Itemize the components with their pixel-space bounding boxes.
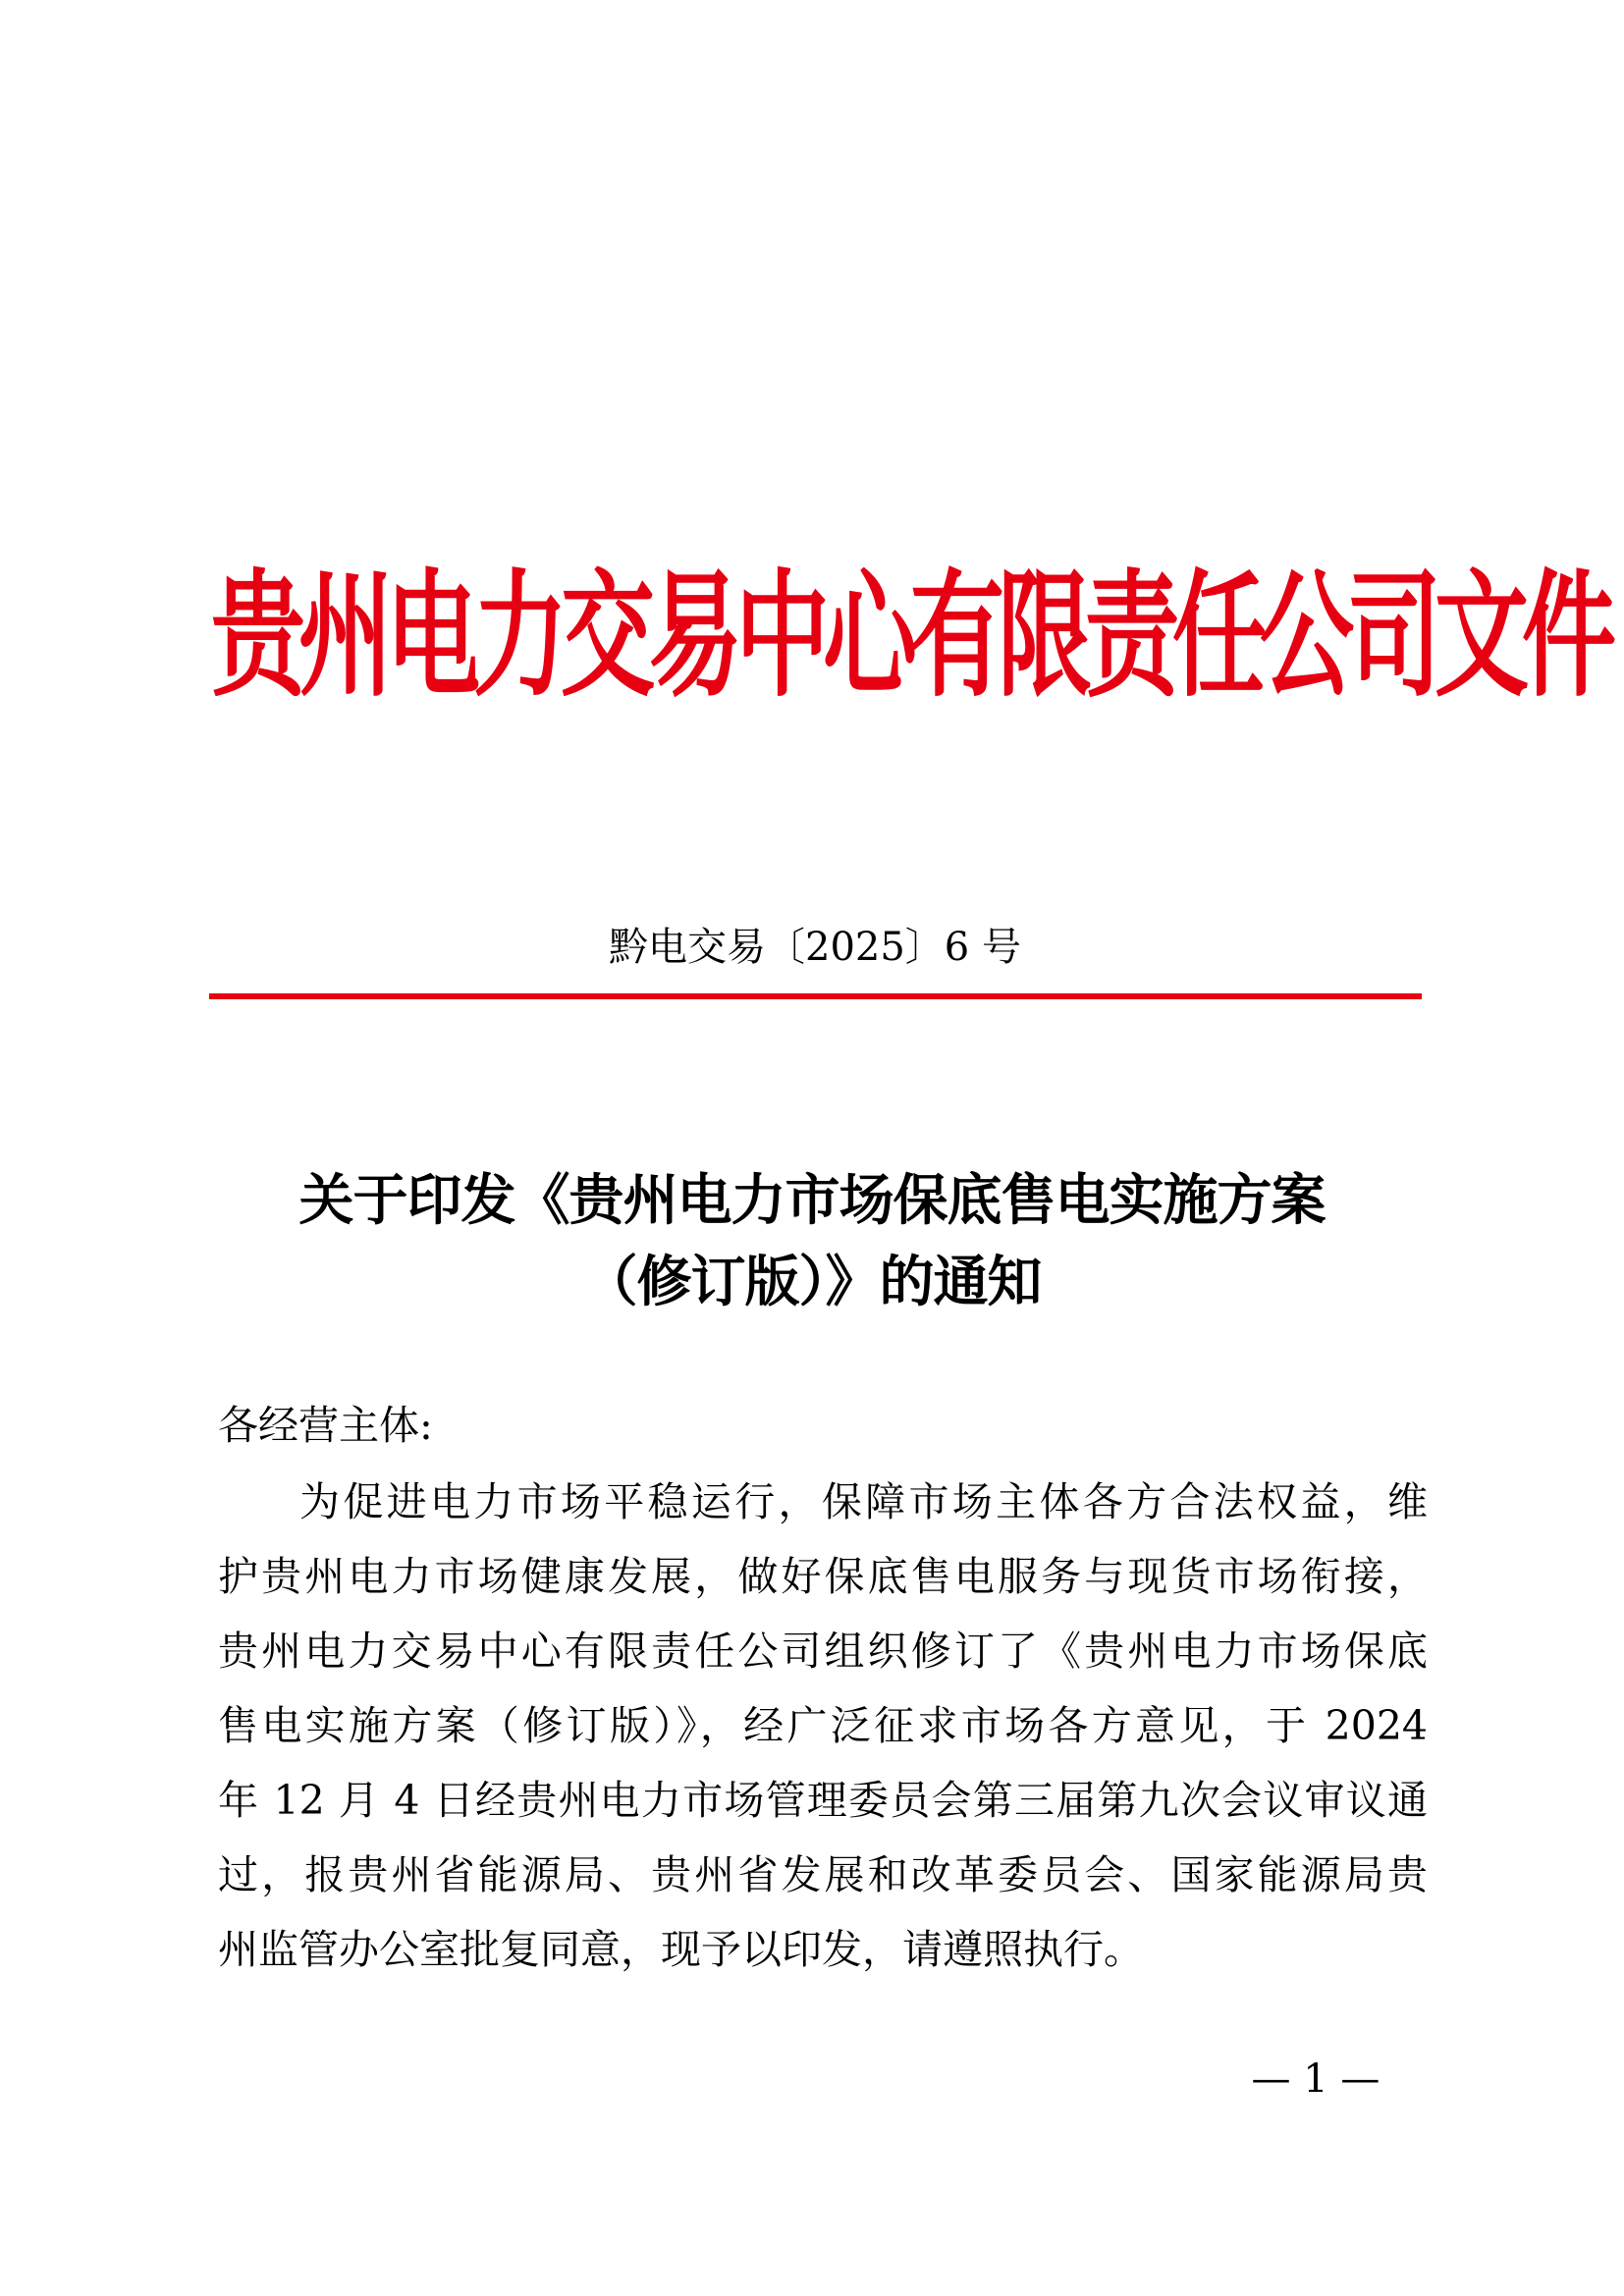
salutation: 各经营主体:: [218, 1402, 433, 1449]
red-separator-line: [209, 993, 1422, 999]
body-line-2: 护贵州电力市场健康发展，做好保底售电服务与现货市场衔接，: [218, 1553, 1428, 1600]
notice-title-line-1: 关于印发《贵州电力市场保底售电实施方案: [298, 1168, 1326, 1233]
page-number: — 1 —: [1251, 2056, 1380, 2102]
body-line-3: 贵州电力交易中心有限责任公司组织修订了《贵州电力市场保底: [218, 1628, 1428, 1675]
body-line-4: 售电实施方案（修订版）》，经广泛征求市场各方意见，于 2024: [218, 1702, 1428, 1749]
masthead-title: 贵州电力交易中心有限责任公司文件: [211, 556, 1609, 717]
body-line-6: 过，报贵州省能源局、贵州省发展和改革委员会、国家能源局贵: [218, 1851, 1428, 1898]
body-line-5: 年 12 月 4 日经贵州电力市场管理委员会第三届第九次会议审议通: [218, 1777, 1428, 1824]
body-line-1: 为促进电力市场平稳运行，保障市场主体各方合法权益，维: [299, 1478, 1428, 1525]
notice-title-line-2: （修订版）》的通知: [582, 1250, 1042, 1314]
body-line-7: 州监管办公室批复同意，现予以印发，请遵照执行。: [218, 1926, 1144, 1973]
document-number: 黔电交易〔2025〕6 号: [609, 925, 1021, 970]
